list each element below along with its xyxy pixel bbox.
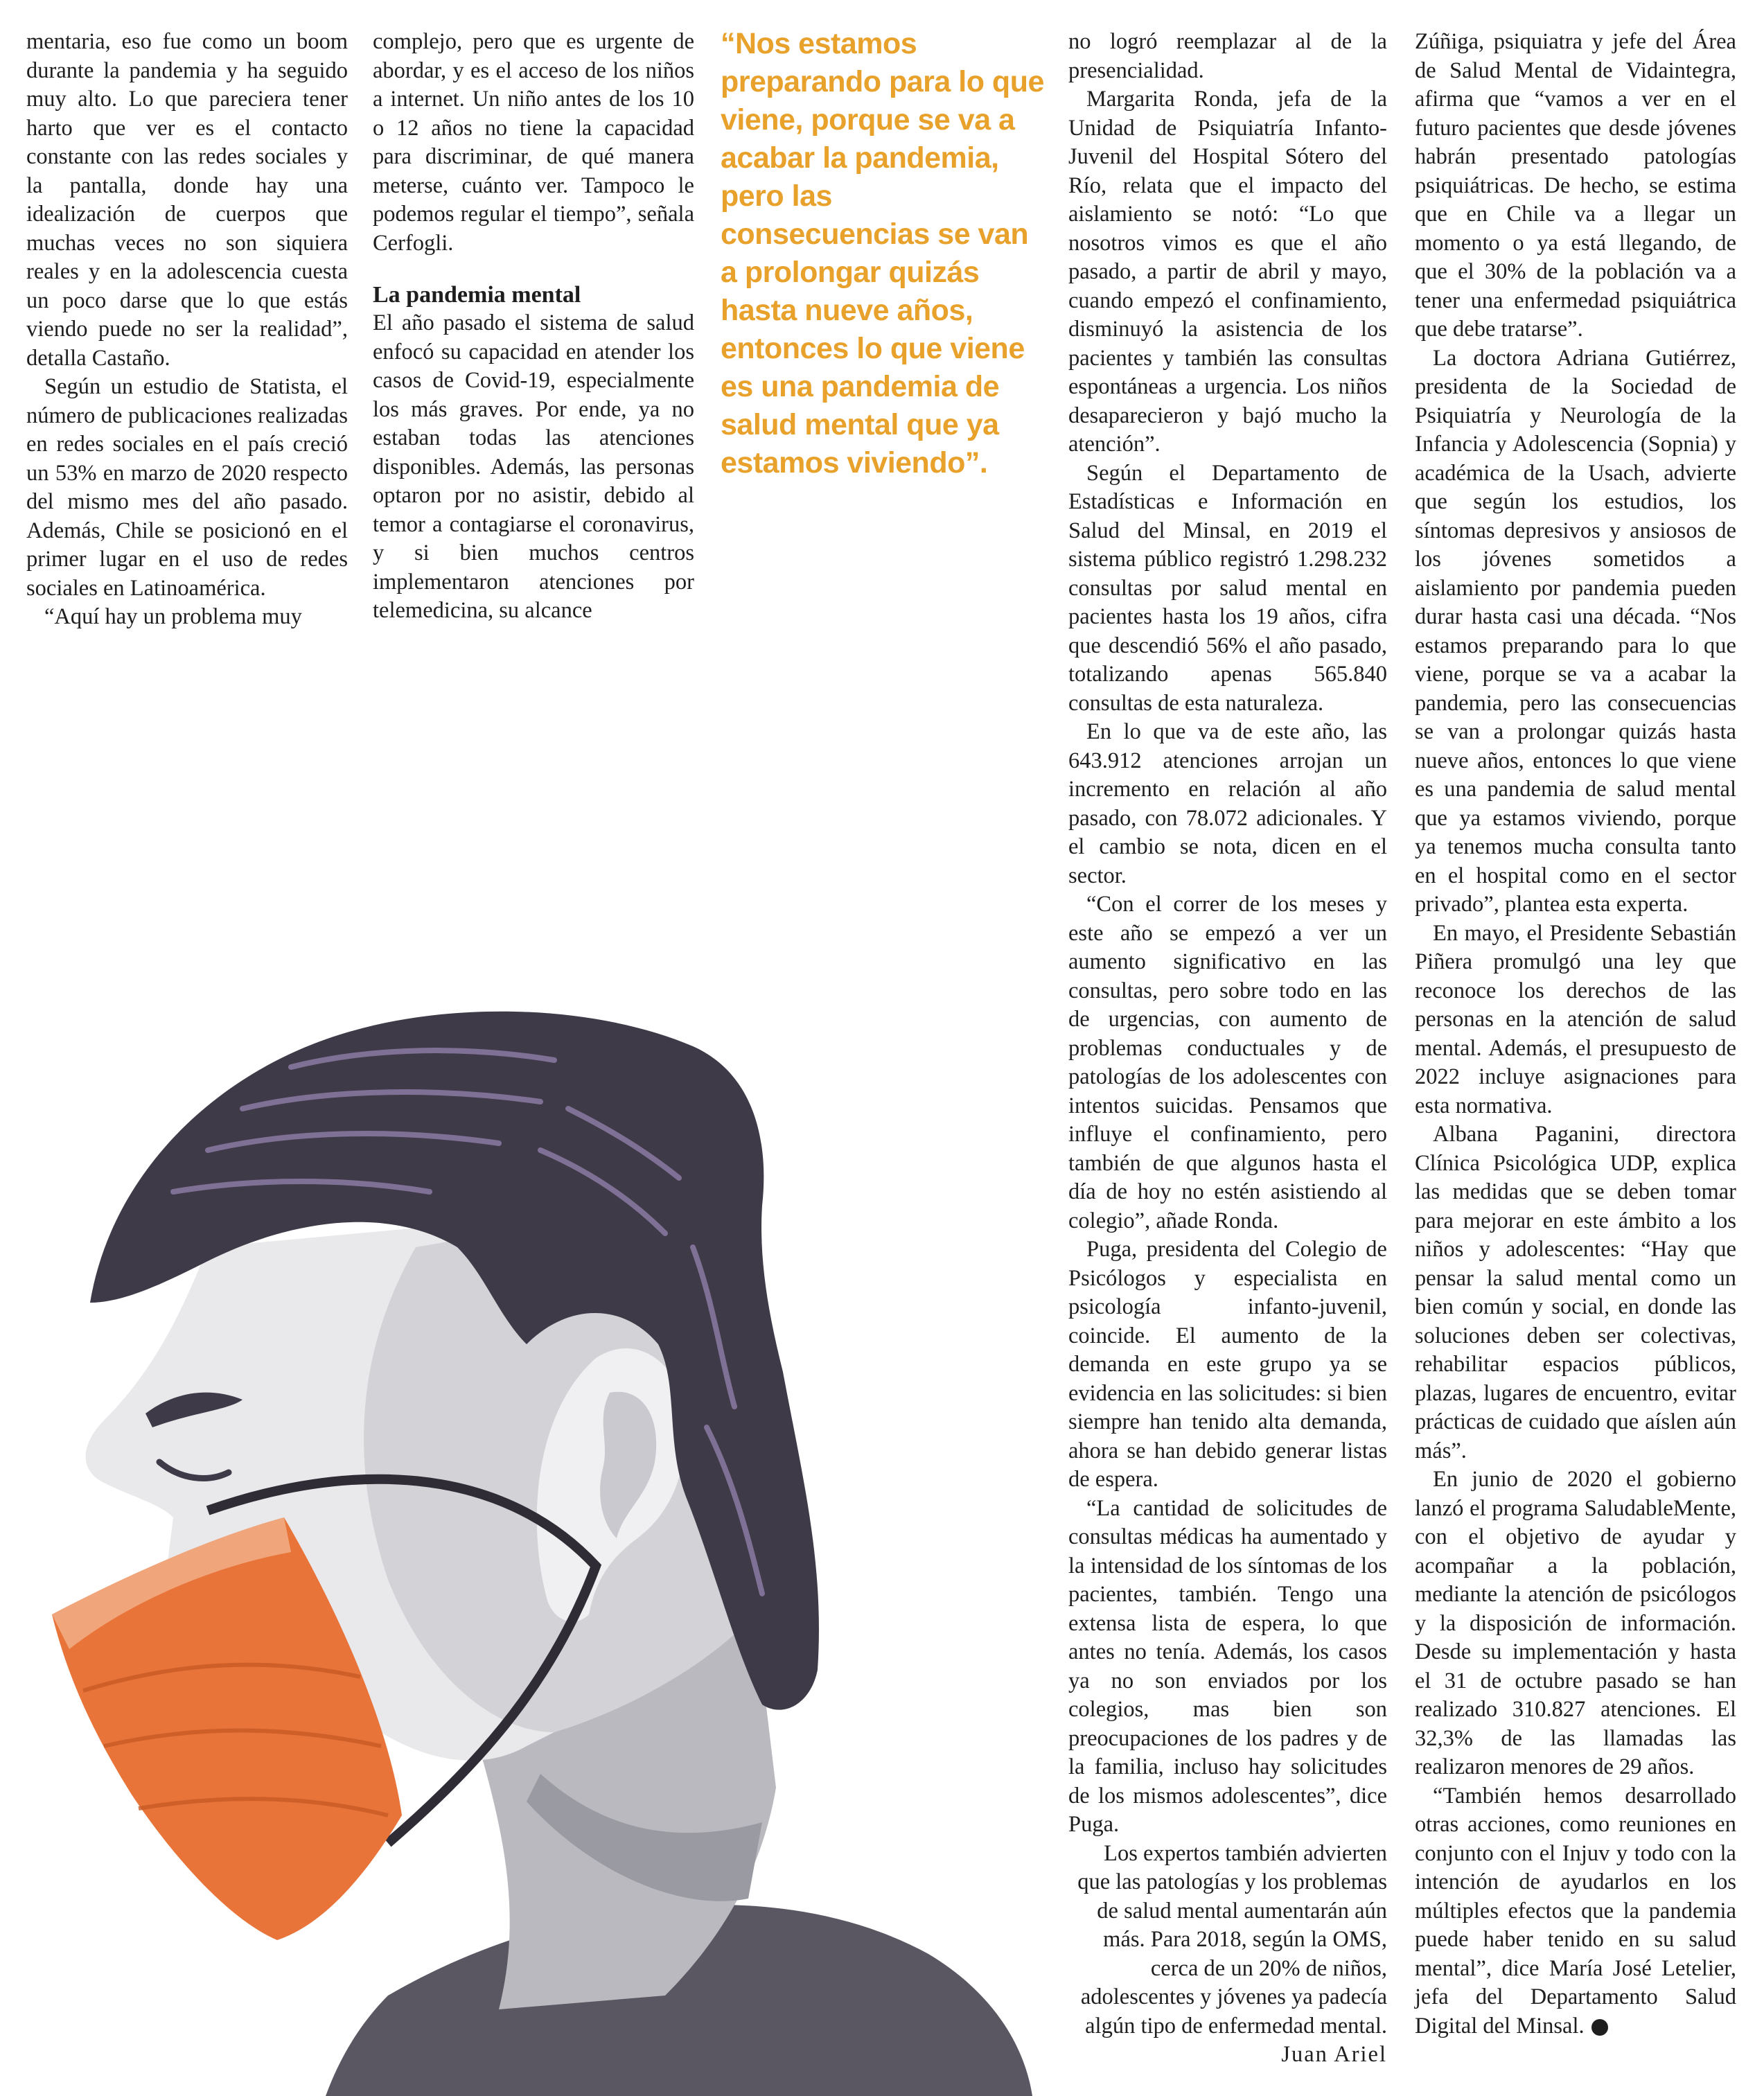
end-of-article-icon [1591, 2019, 1608, 2036]
section-subheading: La pandemia mental [373, 282, 581, 308]
paragraph: Según un estudio de Statista, el número de publicaciones realizadas en redes sociales en el país creció un 53% en marzo de 2020 respecto del mismo mes del año pasado. Además, Chile se posicionó en el primer lugar en el uso de redes sociales en Latinoamérica. [26, 374, 348, 601]
paragraph: Según el Departamento de Estadísticas e Información en Salud del Minsal, en 2019 el sistema público registró 1.298.232 consultas por salud mental en pacientes hasta los 19 años, cifra que descendió 56% el año pasado, totalizando apenas 565.840 consultas de esta naturaleza. [1068, 460, 1387, 716]
paragraph [1415, 1782, 1736, 2041]
paragraph: Los expertos también advierten que las patologías y los problemas de salud mental aumentarán aún más. Para 2018, según la OMS, cerca de un 20% de niños, adolescentes y jóvenes ya padecía algún tipo de enfermedad mental. [1077, 1840, 1387, 2038]
closing-quote-text: “También hemos desarrollado otras acciones, como reuniones en conjunto con el Injuv y todo con la intención de ayudarlos en los múltiples efectos que la pandemia puede haber tenido en su salud mental”, dice María José Letelier, jefa del Departamento Salud Digital del Minsal. [1415, 1783, 1736, 2038]
article-column-2 [373, 28, 694, 626]
paragraph: “Con el correr de los meses y este año se empezó a ver un aumento significativo en las consultas, pero sobre todo en las de urgencias, con aumento de problemas conductuales y de patologías de los adolescentes con intentos suicidas. Pensamos que influye el confinamiento, pero también de que algunos hasta el día de hoy no estén asistiendo al colegio”, añade Ronda. [1068, 892, 1387, 1233]
byline-continuation: Juan Ariel [1281, 2042, 1387, 2067]
paragraph: En mayo, el Presidente Sebastián Piñera promulgó una ley que reconoce los derechos de las personas en la atención de salud mental. Además, el presupuesto de 2022 incluye asignaciones para esta normativa. [1415, 920, 1736, 1118]
paragraph: En junio de 2020 el gobierno lanzó el programa SaludableMente, con el objetivo de ayudar y acompañar a la población, mediante la atención de psicólogos y la disposición de información. Desde su implementación y hasta el 31 de octubre pasado se han realizado 310.827 atenciones. El 32,3% de las llamadas las realizaron menores de 29 años. [1415, 1467, 1736, 1779]
paragraph: Albana Paganini, directora Clínica Psicológica UDP, explica las medidas que se deben tomar para mejorar en este ámbito a los niños y adolescentes: “Hay que pensar la salud mental como un bien común y social, en donde las soluciones deben ser colectivas, rehabilitar espacios públicos, plazas, lugares de encuentro, evitar prácticas de cuidado que aíslen aún más”. [1415, 1122, 1736, 1463]
article-column-1 [26, 28, 348, 632]
pull-quote: “Nos estamos preparando para lo que viene, porque se va a acabar la pandemia, pero las consecuencias se van a prolongar quizás hasta nueve años, entonces lo que viene es una pandemia de salud mental que ya estamos viviendo”. [721, 27, 1044, 479]
paragraph: El año pasado el sistema de salud enfocó su capacidad en atender los casos de Covid-19, especialmente los más graves. Por ende, ya no estaban todas las atenciones disponibles. Además, las personas optaron por no asistir, debido al temor a contagiarse el coronavirus, y si bien muchos centros implementaron atenciones por telemedicina, su alcance [373, 310, 694, 623]
article-column-4 [1068, 28, 1387, 2070]
paragraph: mentaria, eso fue como un boom durante la pandemia y ha seguido muy alto. Lo que pareciera tener harto que ver es el contacto constante con las redes sociales y la pantalla, donde hay una idealización de cuerpos que muchas veces no son siquiera reales y en la adolescencia cuesta un poco darse que lo que estás viendo puede no ser la realidad”, detalla Castaño. [26, 29, 348, 371]
paragraph: “La cantidad de solicitudes de consultas médicas ha aumentado y la intensidad de los síntomas de los pacientes, también. Tengo una extensa lista de espera, lo que antes no tenía. Además, los casos ya no son enviados por los colegios, mas bien son preocupaciones de los padres y de la familia, incluso hay solicitudes de los mismos adolescentes”, dice Puga. [1068, 1495, 1387, 1837]
paragraph: “Aquí hay un problema muy [44, 604, 302, 629]
paragraph: La doctora Adriana Gutiérrez, presidenta de la Sociedad de Psiquiatría y Neurología de la Infancia y Adolescencia (Sopnia) y académica de la Usach, advierte que según los estudios, los síntomas depresivos y ansiosos de los jóvenes sometidos a aislamiento por pandemia pueden durar hasta casi una década. “Nos estamos preparando para lo que viene, porque se va a acabar la pandemia, pero las consecuencias se van a prolongar quizás hasta nueve años, entonces lo que viene es una pandemia de salud mental que ya estamos viviendo, porque ya tenemos mucha consulta tanto en el hospital como en el sector privado”, plantea esta experta. [1415, 345, 1736, 917]
paragraph: En lo que va de este año, las 643.912 atenciones arrojan un incremento en relación al año pasado, con 78.072 adicionales. Y el cambio se nota, dicen en el sector. [1068, 719, 1387, 888]
paragraph: complejo, pero que es urgente de abordar, y es el acceso de los niños a internet. Un niño antes de los 10 o 12 años no tiene la capacidad para discriminar, de qué manera meterse, cuánto ver. Tampoco le podemos regular el tiempo”, señala Cerfogli. [373, 29, 694, 256]
paragraph: Margarita Ronda, jefa de la Unidad de Psiquiatría Infanto-Juvenil del Hospital Sótero del Río, relata que el impacto del aislamiento se notó: “Lo que nosotros vimos es que el año pasado, a partir de abril y mayo, cuando empezó el confinamiento, disminuyó la asistencia de los pacientes y también las consultas espontáneas a urgencia. Los niños desaparecieron y bajó mucho la atención”. [1068, 87, 1387, 457]
article-column-5 [1415, 28, 1736, 2041]
paragraph: no logró reemplazar al de la presencialidad. [1068, 29, 1387, 83]
paragraph: Puga, presidenta del Colegio de Psicólogos y especialista en psicología infanto-juvenil, coincide. El aumento de la demanda en este grupo ya se evidencia en las solicitudes: si bien siempre han tenido alta demanda, ahora se han debido generar listas de espera. [1068, 1237, 1387, 1492]
paragraph: Zúñiga, psiquiatra y jefe del Área de Salud Mental de Vidaintegra, afirma que “vamos a ver en el futuro pacientes que desde jóvenes habrán presentado patologías psiquiátricas. De hecho, se estima que en Chile va a llegar un momento o ya está llegando, de que el 30% de la población va a tener una enfermedad psiquiátrica que debe tratarse”. [1415, 29, 1736, 342]
masked-man-illustration [0, 818, 1039, 2096]
